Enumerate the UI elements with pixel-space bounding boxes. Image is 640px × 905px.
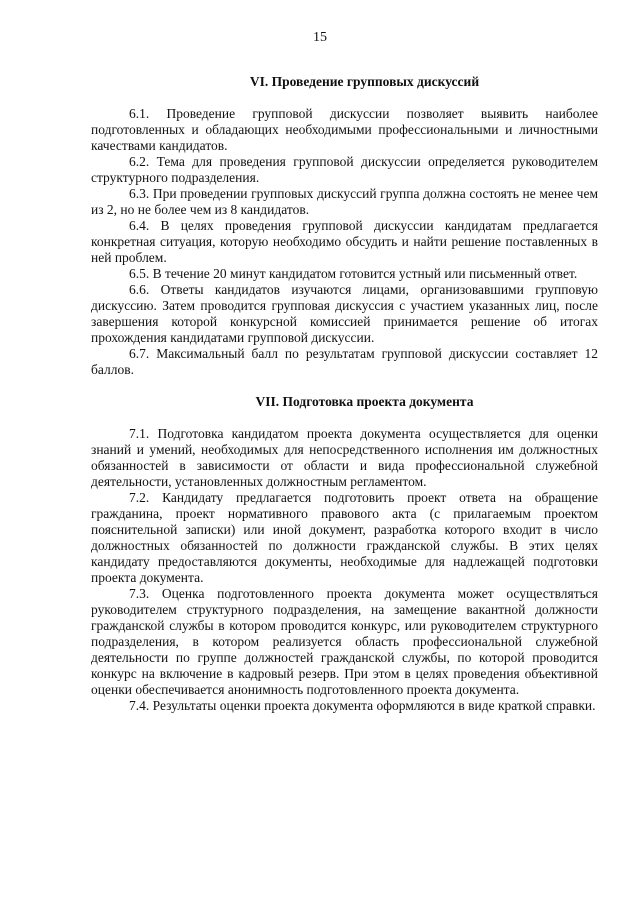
paragraph-6-2: 6.2. Тема для проведения групповой дискуссии определяется руководителем структурного подразделения. xyxy=(91,154,598,185)
section-title-vi: VI. Проведение групповых дискуссий xyxy=(249,74,480,89)
paragraph-6-4: 6.4. В целях проведения групповой дискуссии кандидатам предлагается конкретная ситуация, которую необходимо обсудить и найти решение поставленных в ней проблем. xyxy=(91,218,598,265)
paragraph-6-1: 6.1. Проведение групповой дискуссии позволяет выявить наиболее подготовленных и обладающих необходимыми профессиональными и личностными качествами кандидатов. xyxy=(91,106,598,153)
page-number: 15 xyxy=(313,30,327,45)
paragraph-7-3: 7.3. Оценка подготовленного проекта документа может осуществляться руководителем структурного подразделения, на замещение вакантной должности гражданской службы в котором проводится конкурс, или руководителем структурного подразделения, в котором реализуется область профессиональной служебной деятельности по группе должностей гражданской службы, по которой проводится конкурс на включение в кадровый резерв. При этом в целях проведения объективной оценки обеспечивается анонимность подготовленного проекта документа. xyxy=(91,586,598,697)
paragraph-6-6: 6.6. Ответы кандидатов изучаются лицами, организовавшими групповую дискуссию. Затем проводится групповая дискуссия с участием указанных лиц, после завершения которой конкурсной комиссией принимается решение об итогах прохождения кандидатами групповой дискуссии. xyxy=(91,282,598,345)
paragraph-6-5: 6.5. В течение 20 минут кандидатом готовится устный или письменный ответ. xyxy=(129,266,578,281)
section-title-vii: VII. Подготовка проекта документа xyxy=(255,394,474,409)
paragraph-6-7: 6.7. Максимальный балл по результатам групповой дискуссии составляет 12 баллов. xyxy=(91,346,598,377)
document-body xyxy=(91,74,598,714)
paragraph-7-4: 7.4. Результаты оценки проекта документа оформляются в виде краткой справки. xyxy=(129,698,596,713)
paragraph-6-3: 6.3. При проведении групповых дискуссий группа должна состоять не менее чем из 2, но не более чем из 8 кандидатов. xyxy=(91,186,598,217)
paragraph-7-1: 7.1. Подготовка кандидатом проекта документа осуществляется для оценки знаний и умений, необходимых для непосредственного исполнения им должностных обязанностей в зависимости от области и вида профессиональной служебной деятельности, установленных должностным регламентом. xyxy=(91,426,598,489)
paragraph-7-2: 7.2. Кандидату предлагается подготовить проект ответа на обращение гражданина, проект нормативного правового акта (с прилагаемым проектом пояснительной записки) или иной документ, разработка которого входит в число должностных обязанностей по должности гражданской службы. В этих целях кандидату предоставляются документы, необходимые для надлежащей подготовки проекта документа. xyxy=(91,490,598,585)
